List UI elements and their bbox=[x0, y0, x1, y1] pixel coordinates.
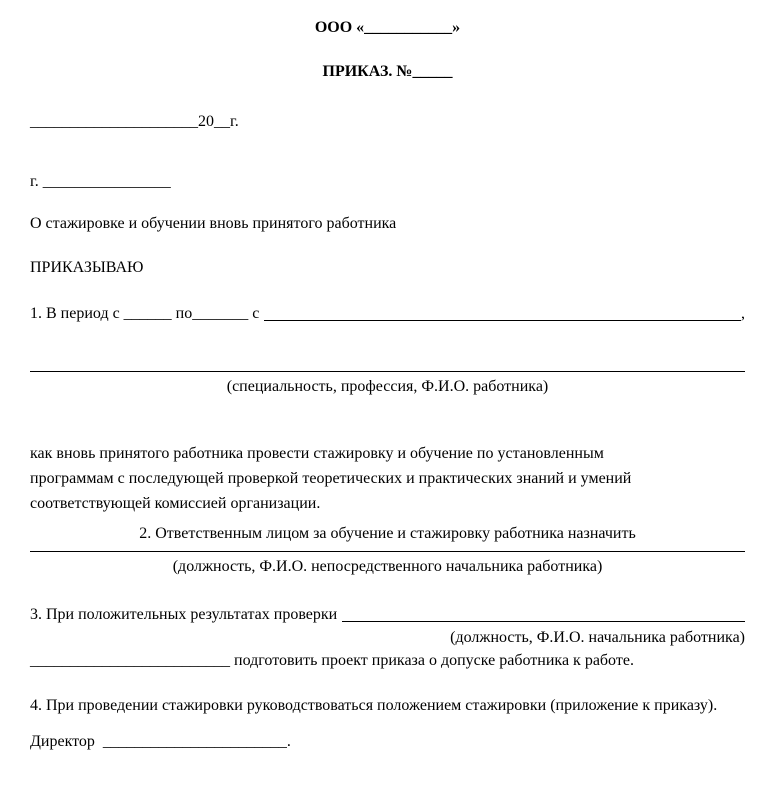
item-1-comma: , bbox=[741, 305, 745, 322]
item-3-continuation: _________________________ подготовить проект приказа о допуске работника к работе. bbox=[30, 652, 634, 669]
blank-underline-full bbox=[30, 371, 745, 372]
paragraph-line: соответствующей комиссией организации. bbox=[30, 495, 321, 512]
item-2-responsible: 2. Ответственным лицом за обучение и стажировку работника назначить bbox=[139, 525, 636, 542]
order-title: ПРИКАЗ. №_____ bbox=[322, 63, 453, 80]
item-4-regulation: 4. При проведении стажировки руководствоваться положением стажировки (приложение к приказу). bbox=[30, 697, 718, 714]
blank-underline bbox=[264, 304, 741, 321]
item-3-text: 3. При положительных результатах проверки bbox=[30, 606, 338, 623]
director-signature-line: Директор _______________________. bbox=[30, 733, 291, 750]
blank-underline-full bbox=[30, 551, 745, 552]
resolution-word: ПРИКАЗЫВАЮ bbox=[30, 259, 144, 276]
date-field: _____________________20__г. bbox=[30, 113, 239, 130]
paragraph-line: программам с последующей проверкой теоретических и практических знаний и умений bbox=[30, 470, 632, 487]
item-1-text: 1. В период с ______ по_______ с bbox=[30, 305, 260, 322]
item-3-results bbox=[30, 605, 745, 625]
item-1-period bbox=[30, 304, 745, 324]
company-name-line: ООО «___________» bbox=[314, 19, 461, 36]
body-paragraph bbox=[30, 441, 745, 516]
caption-supervisor: (должность, Ф.И.О. непосредственного начальника работника) bbox=[172, 558, 603, 575]
caption-chief: (должность, Ф.И.О. начальника работника) bbox=[450, 629, 745, 646]
city-field: г. ________________ bbox=[30, 173, 171, 190]
caption-specialty: (специальность, профессия, Ф.И.О. работника) bbox=[226, 378, 549, 395]
subject-line: О стажировке и обучении вновь принятого работника bbox=[30, 215, 397, 232]
blank-underline bbox=[342, 605, 745, 622]
paragraph-line: как вновь принятого работника провести стажировку и обучение по установленным bbox=[30, 445, 604, 462]
